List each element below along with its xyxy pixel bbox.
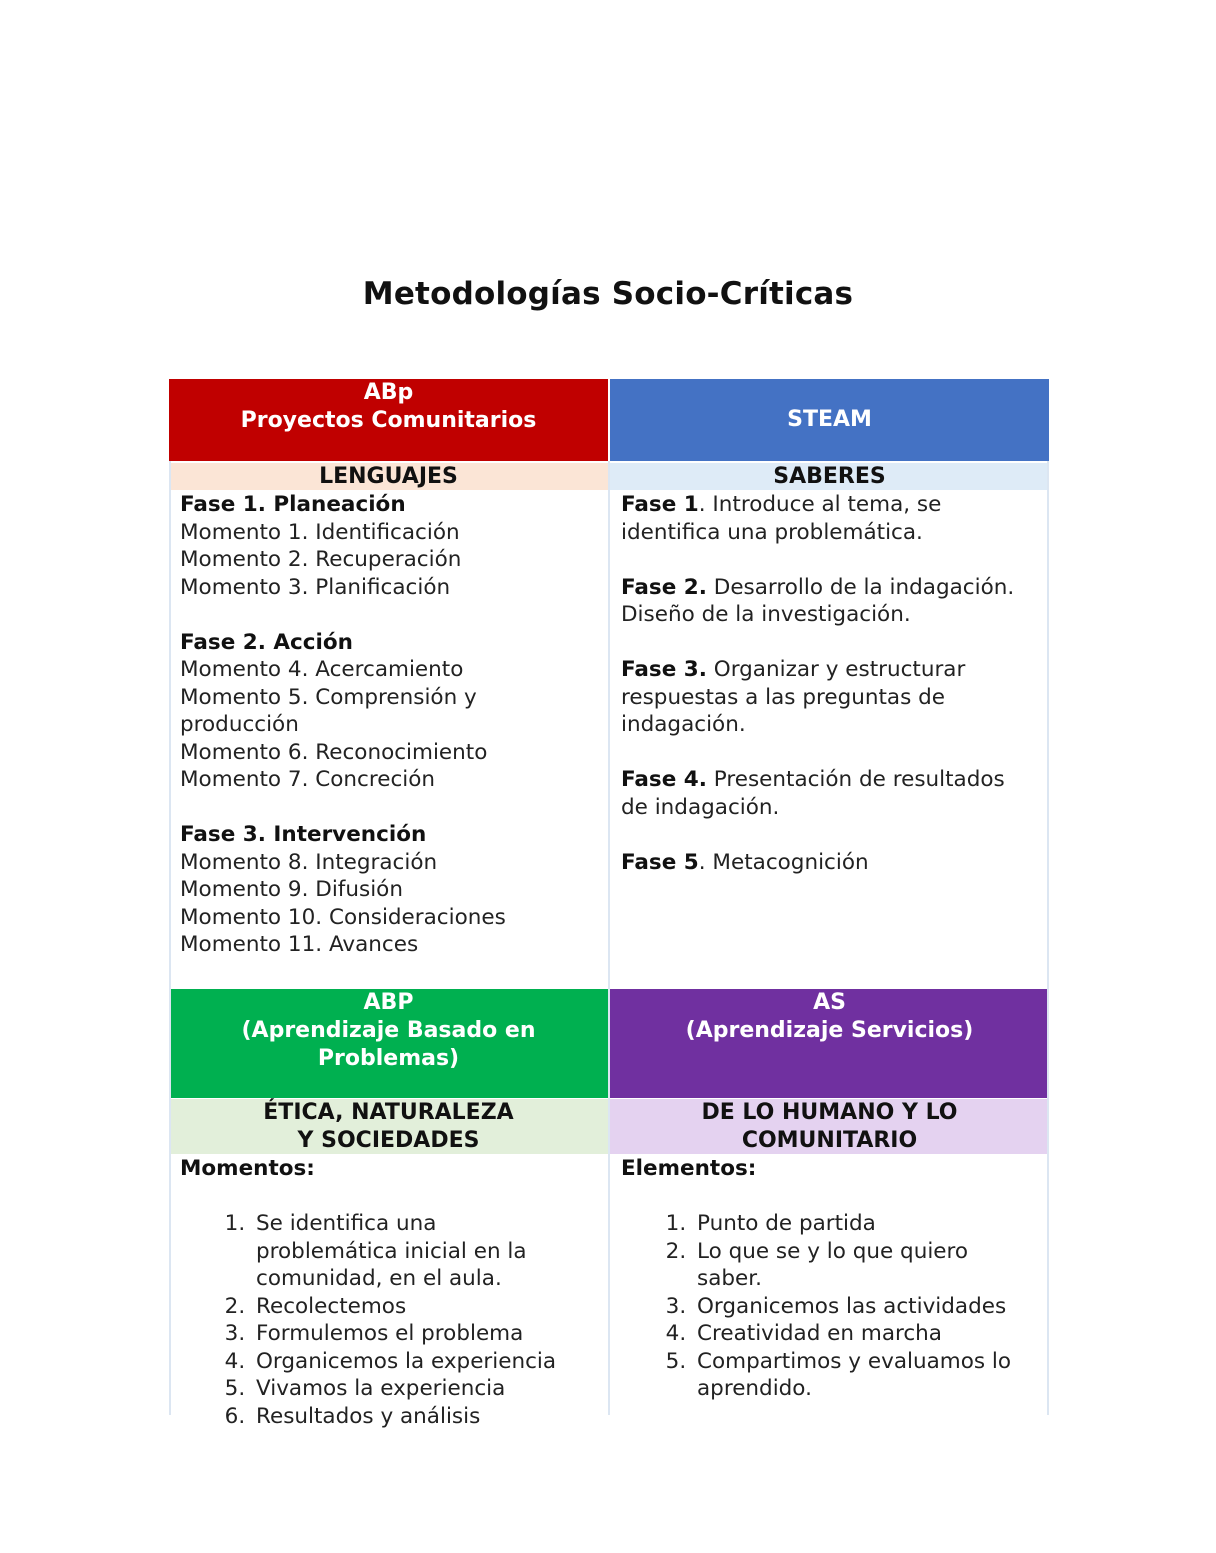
steam-fase-label: Fase 4. bbox=[621, 767, 707, 792]
abp-problemas-header bbox=[169, 989, 608, 1098]
fase3-heading: Fase 3. Intervención bbox=[180, 822, 427, 847]
momento-item: Momento 7. Concreción bbox=[180, 767, 436, 792]
table-border-right bbox=[1047, 461, 1049, 1415]
abp-problemas-header-line1: ABP bbox=[363, 990, 414, 1015]
abp-proyectos-header bbox=[169, 379, 608, 461]
list-item: 5. Compartimos y evaluamos lo aprendido. bbox=[693, 1348, 1017, 1403]
table-border-middle bbox=[608, 461, 610, 1415]
list-item: 1. Punto de partida bbox=[693, 1210, 1038, 1238]
momentos-list bbox=[180, 1210, 597, 1430]
momento-item: Momento 8. Integración bbox=[180, 849, 438, 875]
momento-item: Momento 1. Identificación bbox=[180, 519, 460, 545]
fase2-heading: Fase 2. Acción bbox=[180, 629, 353, 655]
abp-proyectos-header-line2: Proyectos Comunitarios bbox=[240, 408, 537, 433]
abp-proyectos-body bbox=[169, 491, 608, 987]
momento-item: Momento 2. Recuperación bbox=[180, 547, 462, 572]
steam-header bbox=[610, 379, 1049, 461]
page-title: Metodologías Socio-Críticas bbox=[362, 276, 854, 312]
momento-item: Momento 9. Difusión bbox=[180, 877, 403, 902]
methodologies-table bbox=[169, 379, 1049, 1429]
etica-subheader bbox=[169, 1099, 608, 1154]
list-item: 3. Formulemos el problema bbox=[252, 1320, 597, 1348]
list-item: 3. Organicemos las actividades bbox=[693, 1293, 1038, 1321]
list-item: 1. Se identifica una problemática inicial en la comunidad, en el aula. bbox=[252, 1210, 556, 1293]
list-item: 5. Vivamos la experiencia bbox=[252, 1375, 597, 1403]
momento-item: Momento 5. Comprensión y producción bbox=[180, 684, 477, 737]
list-item: 4. Creatividad en marcha bbox=[693, 1320, 1038, 1348]
list-item: 2. Recolectemos bbox=[252, 1293, 597, 1321]
list-item: 4. Organicemos la experiencia bbox=[252, 1348, 597, 1376]
steam-fase-label: Fase 2. bbox=[621, 574, 707, 600]
lenguajes-subheader: LENGUAJES bbox=[169, 463, 608, 490]
steam-fase-text: Organizar y estructurar respuestas a las preguntas de indagación. bbox=[621, 657, 966, 737]
as-body bbox=[610, 1155, 1049, 1415]
elementos-list bbox=[621, 1210, 1038, 1403]
steam-fase-2 bbox=[621, 574, 1019, 629]
list-item: 6. Resultados y análisis bbox=[252, 1403, 597, 1431]
momento-item: Momento 10. Consideraciones bbox=[180, 904, 506, 930]
abp-problemas-header-line2: (Aprendizaje Basado en Problemas) bbox=[241, 1018, 536, 1071]
steam-header-label: STEAM bbox=[787, 407, 872, 432]
steam-fase-text: . Metacognición bbox=[698, 849, 869, 875]
steam-fase-text: Desarrollo de la indagación. Diseño de la investigación. bbox=[621, 574, 1015, 627]
steam-fase-label: Fase 1 bbox=[621, 492, 699, 517]
humano-subheader-label: DE LO HUMANO Y LO COMUNITARIO bbox=[701, 1100, 958, 1153]
momento-item: Momento 6. Reconocimiento bbox=[180, 739, 488, 765]
etica-subheader-label: ÉTICA, NATURALEZA Y SOCIEDADES bbox=[263, 1100, 514, 1153]
saberes-subheader: SABERES bbox=[610, 463, 1049, 490]
steam-fase-label: Fase 3. bbox=[621, 657, 707, 682]
steam-fase-text: Presentación de resultados de indagación. bbox=[621, 767, 1005, 820]
abp-problemas-body bbox=[169, 1155, 608, 1429]
momentos-heading: Momentos: bbox=[180, 1156, 315, 1181]
elementos-heading: Elementos: bbox=[621, 1156, 757, 1181]
as-header bbox=[610, 989, 1049, 1098]
steam-fase-3 bbox=[621, 656, 1019, 739]
steam-fase-1 bbox=[621, 491, 1019, 546]
humano-subheader bbox=[610, 1099, 1049, 1154]
steam-fase-label: Fase 5 bbox=[621, 849, 699, 875]
fase1-heading: Fase 1. Planeación bbox=[180, 492, 406, 517]
momento-item: Momento 4. Acercamiento bbox=[180, 657, 464, 682]
abp-proyectos-header-line1: ABp bbox=[363, 380, 414, 405]
momento-item: Momento 3. Planificación bbox=[180, 574, 451, 600]
momento-item: Momento 11. Avances bbox=[180, 932, 419, 957]
table-border-left bbox=[169, 461, 171, 1415]
list-item: 2. Lo que se y lo que quiero saber. bbox=[693, 1238, 997, 1293]
as-header-line2: (Aprendizaje Servicios) bbox=[685, 1018, 974, 1043]
steam-fase-text: . Introduce al tema, se identifica una problemática. bbox=[621, 492, 942, 545]
as-header-line1: AS bbox=[813, 990, 846, 1015]
steam-fase-4 bbox=[621, 766, 1019, 821]
steam-fase-5 bbox=[621, 849, 1019, 877]
steam-body bbox=[610, 491, 1049, 987]
